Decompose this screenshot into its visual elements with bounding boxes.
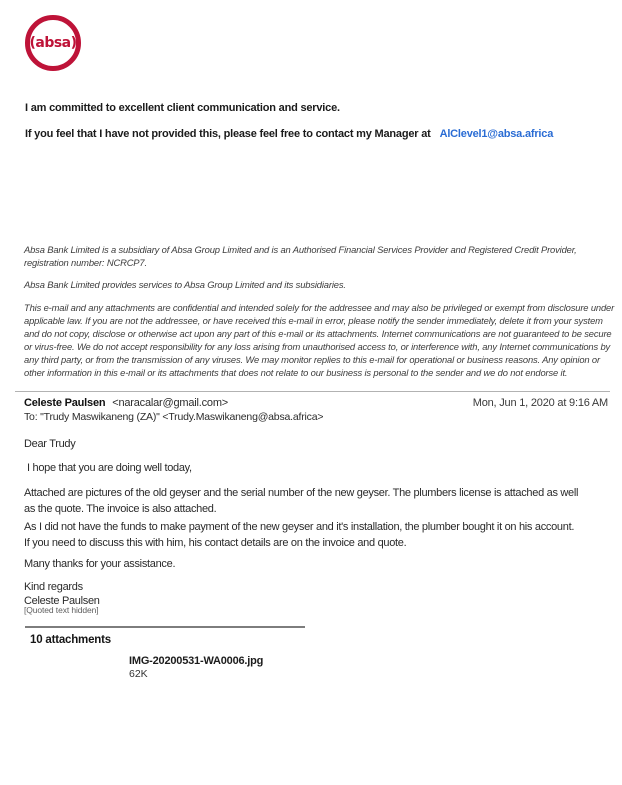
signature-manager-line [25,128,553,140]
attachment-item[interactable] [129,655,263,680]
disclaimer-line: and do not copy, disclose or otherwise act upon any part of this e-mail or its attachments. Internet communications are not guaranteed to be secure [24,328,612,340]
absa-logo-icon [25,15,81,71]
absa-logo-text: (absa) [29,35,77,51]
message-separator [15,391,610,392]
disclaimer-line: Absa Bank Limited provides services to Absa Group Limited and its subsidiaries. [24,279,346,290]
sender-info [24,397,228,409]
disclaimer-line: This e-mail and any attachments are confidential and intended solely for the addressee and may also be privileged or exempt from disclosure under [24,302,615,313]
disclaimer-line: any third party, or from the transmission of any viruses. We may monitor replies to this e-mail for operational or business reasons. Any opinion or [24,354,600,366]
recipient-line: To: "Trudy Maswikaneng (ZA)" <Trudy.Maswikaneng@absa.africa> [24,411,324,423]
body-thanks-line: Many thanks for your assistance. [24,558,176,570]
body-signoff-name: Celeste Paulsen [24,595,100,607]
disclaimer-line: registration number: NCRCP7. [24,257,147,269]
disclaimer-paragraph-services [24,278,346,291]
signature-manager-prefix: If you feel that I have not provided this, please feel free to contact my Manager at [25,128,431,140]
attachments-count-label: 10 attachments [30,634,111,646]
disclaimer-line: or virus-free. We do not accept responsibility for any loss arising from unauthorised access to, or interference with, any Internet communications by [24,341,611,353]
attachment-size: 62K [129,668,148,680]
quoted-text-hidden-toggle[interactable]: [Quoted text hidden] [24,605,99,615]
attachment-filename[interactable]: IMG-20200531-WA0006.jpg [129,655,264,667]
body-line: As I did not have the funds to make payment of the new geyser and it's installation, the plumber bought it on his account. [24,521,575,533]
sender-email: <naracalar@gmail.com> [112,397,229,409]
body-paragraph-attachments [24,485,578,517]
disclaimer-paragraph-confidentiality [24,301,614,380]
body-line: Attached are pictures of the old geyser and the serial number of the new geyser. The plumbers license is attached as well [24,487,579,499]
manager-email-link[interactable]: AlClevel1@absa.africa [439,128,554,140]
body-paragraph-payment [24,519,574,551]
signature-commitment-line: I am committed to excellent client communication and service. [25,102,340,114]
message-date: Mon, Jun 1, 2020 at 9:16 AM [472,397,608,409]
attachments-separator [25,626,305,628]
disclaimer-line: Absa Bank Limited is a subsidiary of Absa Group Limited and is an Authorised Financial Services Provider and Registered Credit Provider, [24,244,577,255]
disclaimer-line: applicable law. If you are not the addressee, or have received this e-mail in error, please notify the sender immediately, delete it from your system [24,315,603,327]
sender-name: Celeste Paulsen [24,397,106,409]
body-line: If you need to discuss this with him, his contact details are on the invoice and quote. [24,537,407,549]
body-opening-line: I hope that you are doing well today, [27,462,192,474]
disclaimer-line: other information in this e-mail or its attachments that does not relate to our business is personal to the sender and we do not endorse it. [24,367,568,379]
body-line: as the quote. The invoice is also attached. [24,503,217,515]
body-signoff-regards: Kind regards [24,581,83,593]
disclaimer-paragraph-registration [24,243,577,269]
body-greeting: Dear Trudy [24,438,76,450]
message-header-row [24,397,608,409]
